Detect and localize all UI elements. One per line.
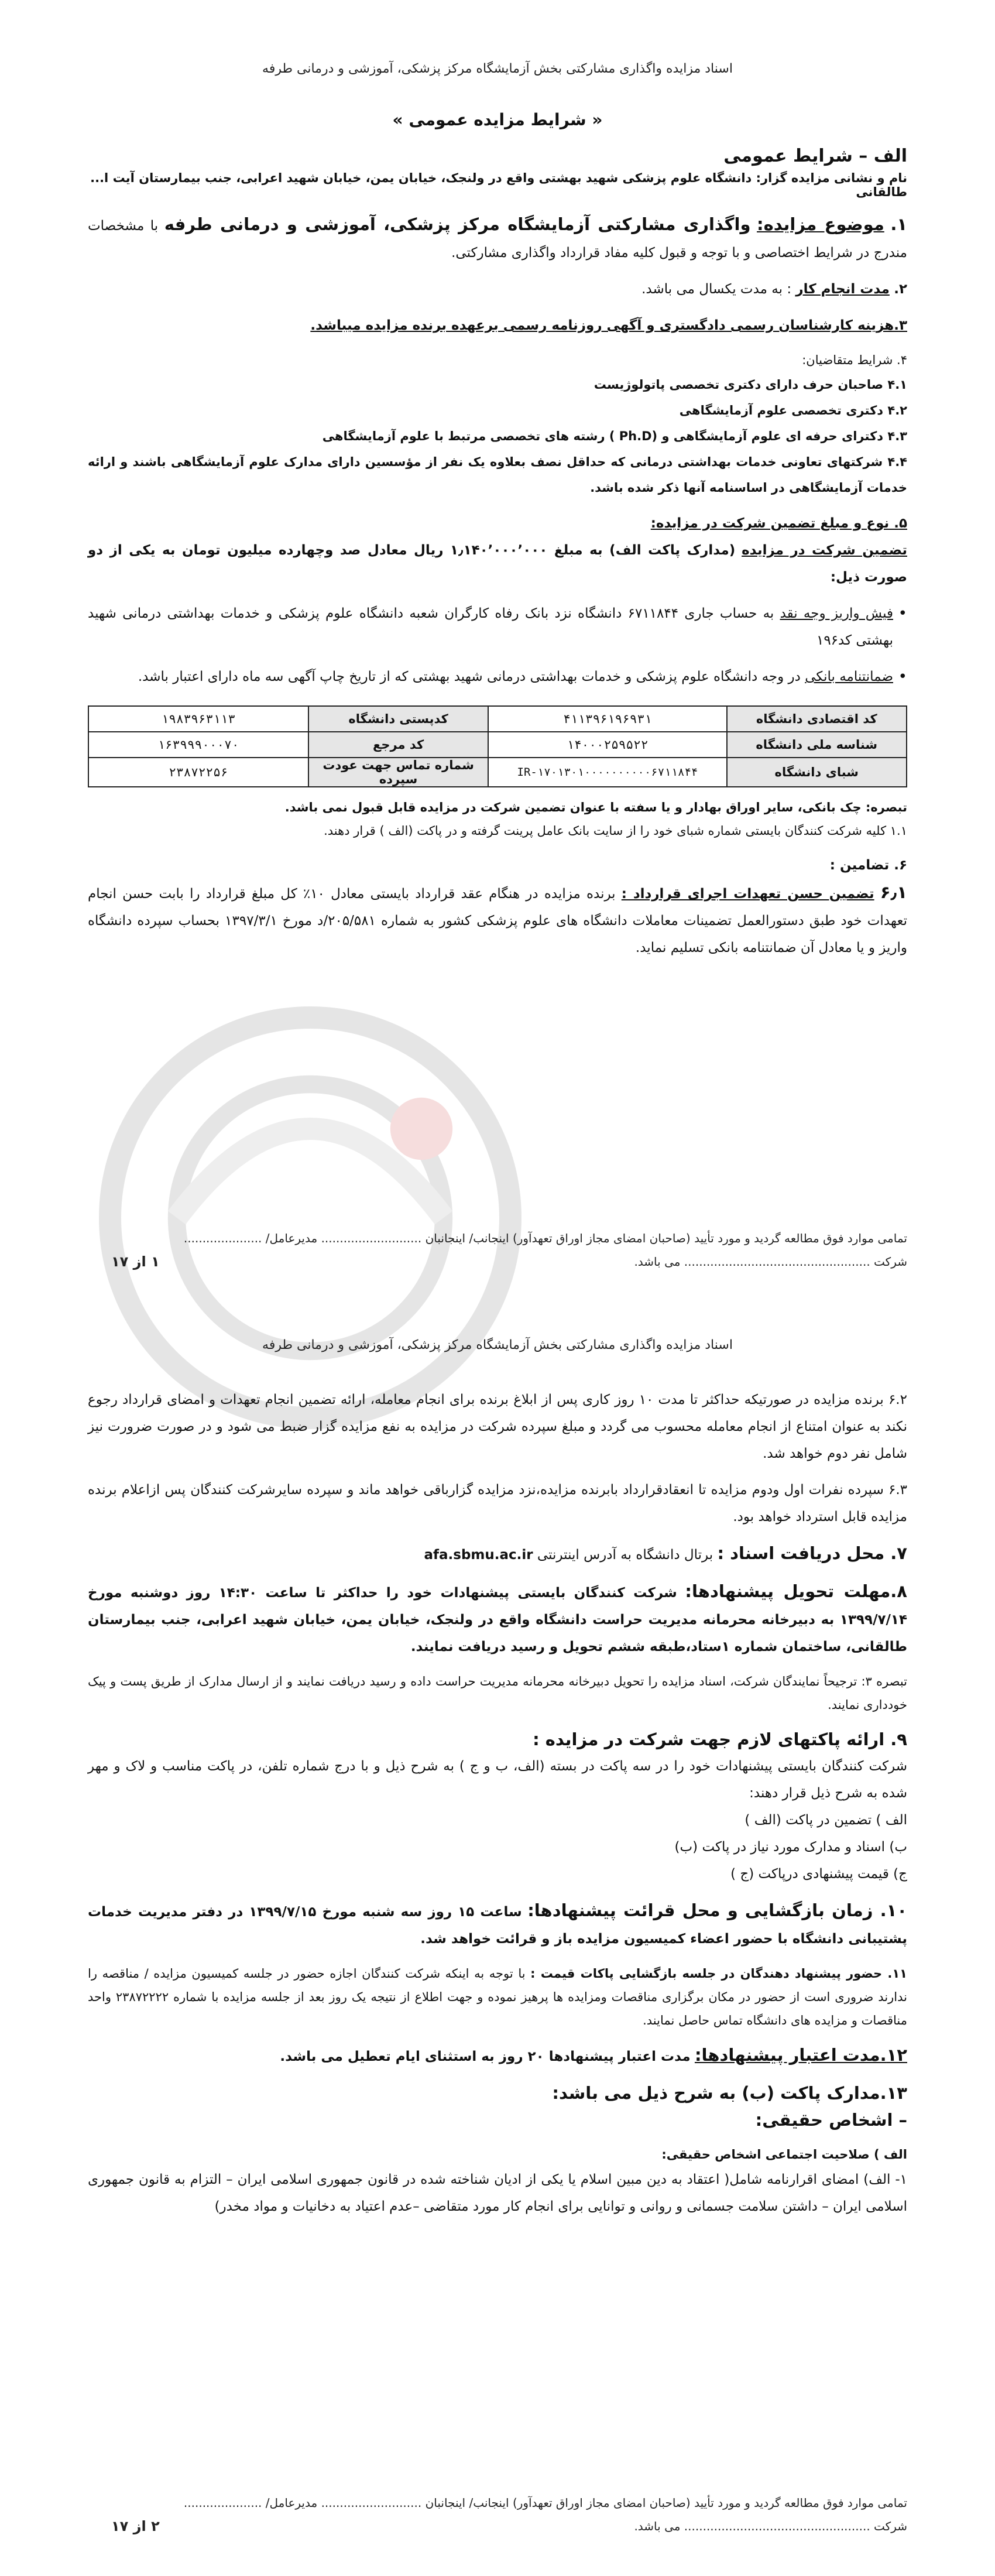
bullet-bank-guarantee: • ضمانتنامه بانکی در وجه دانشگاه علوم پزشکی و خدمات بهداشتی درمانی شهید بهشتی که از تاریخ چاپ آگهی سه ماه دارای اعتبار باشد. [88, 663, 907, 690]
item-4-heading: ۴. شرایط متقاضیان: [802, 353, 907, 367]
page-footer [88, 1227, 907, 1273]
item-6-heading: ۶. تضامین : [829, 858, 907, 873]
page-header: اسناد مزایده واگذاری مشارکتی بخش آزمایشگاه مرکز پزشکی، آموزشی و درمانی طرفه [262, 61, 733, 76]
qualification-heading: الف ) صلاحیت اجتماعی اشخاص حقیقی: [661, 2147, 907, 2161]
page-header: اسناد مزایده واگذاری مشارکتی بخش آزمایشگاه مرکز پزشکی، آموزشی و درمانی طرفه [262, 1338, 733, 1352]
item-4 [88, 348, 907, 501]
item-10: ۱۰. زمان بازگشایی و محل قرائت پیشنهادها: ساعت ۱۵ روز سه شنبه مورخ ۱۳۹۹/۷/۱۵ در دفتر مدیریت خدمات پشتیبانی دانشگاه با حضور اعضاء کمیسیون مزایده باز و قرائت خواهد شد. [88, 1900, 908, 1947]
table-row: شبای دانشگاه IR-۱۷۰۱۳۰۱۰۰۰۰۰۰۰۰۰۰۶۷۱۱۸۴۴ شماره تماس جهت عودت سپرده ۲۳۸۷۲۲۵۶ [88, 758, 907, 787]
note-3: تبصره ۳: ترجیحاً نمایندگان شرکت، اسناد مزایده را تحویل دبیرخانه محرمانه مدیریت حراست داده و رسید دریافت نمایند و از ارسال مدارک از طریق پست و پیک خودداری نمایند. [88, 1674, 907, 1712]
item-9-text: شرکت کنندگان بایستی پیشنهادات خود را در سه پاکت در بسته (الف، ب و ج ) به شرح ذیل و با درج شماره تلفن، در پاکت مناسب و لاک و مهر شده به شرح ذیل قرار دهند: [88, 1759, 907, 1801]
item-8: ۸.مهلت تحویل پیشنهادها: شرکت کنندگان بایستی پیشنهادات خود را حداکثر تا ساعت ۱۴:۳۰ روز دوشنبه مورخ ۱۳۹۹/۷/۱۴ به دبیرخانه محرمانه مدیریت حراست دانشگاه واقع در ولنجک، خیابان یمن، خیابان شهید اعرابی، جنب بیمارستان طالقانی، ساختمان شماره ۱ستاد،طبقه ششم تحویل و رسید دریافت نمایند. [88, 1581, 907, 1654]
page-2 [88, 1338, 907, 2538]
item-6-3: ۶.۳ سپرده نفرات اول ودوم مزایده تا انعقادقرارداد بابرنده مزایده،نزد مزایده گزارباقی خواهد ماند و سپرده سایرشرکت کنندگان پس ازاعلام برنده مزایده قابل استرداد خواهد بود. [88, 1482, 907, 1525]
table-row: کد اقتصادی دانشگاه ۴۱۱۳۹۶۱۹۶۹۳۱ کدپستی دانشگاه ۱۹۸۳۹۶۳۱۱۳ [88, 706, 907, 732]
note-1-1: ۱.۱ کلیه شرکت کنندگان بایستی شماره شبای خود را از سایت بانک عامل پرینت گرفته و در پاکت (الف ) قرار دهند. [324, 824, 907, 838]
item-9-heading: ۹. ارائه پاکتهای لازم جهت شرکت در مزایده : [533, 1729, 907, 1749]
list-item: ۴.۴ شرکتهای تعاونی خدمات بهداشتی درمانی که حداقل نصف بعلاوه یک نفر از مؤسسین دارای مدارک علوم آزمایشگاهی باشند و ارائه خدمات آزمایشگاهی در اساسنامه آنها ذکر شده باشد. [88, 455, 907, 495]
footer-company-line: شرکت .................................................. می باشد. [634, 2519, 907, 2533]
note-cheque: تبصره: چک بانکی، سایر اوراق بهادار و یا سفته با عنوان تضمین شرکت در مزایده قابل قبول نمی باشد. [284, 800, 907, 814]
item-13-heading: ۱۳.مدارک پاکت (ب) به شرح ذیل می باشد: [552, 2083, 907, 2103]
footer-signature-line: تمامی موارد فوق مطالعه گردید و مورد تأیید (صاحبان امضای مجاز اوراق تعهدآور) اینجانب/ اینجانبان ........................... مدیرعامل/ ..................... [183, 2496, 907, 2510]
table-row: شناسه ملی دانشگاه ۱۴۰۰۰۲۵۹۵۲۲ کد مرجع ۱۶۳۹۹۹۰۰۰۷۰ [88, 732, 907, 758]
item-5-intro: تضمین شرکت در مزایده (مدارک پاکت الف) به مبلغ ۱٫۱۴۰٬۰۰۰٬۰۰۰ ریال معادل صد وچهارده میلیون تومان به یکی از دو صورت ذیل: [88, 543, 907, 585]
list-item: ب) اسناد و مدارک مورد نیاز در پاکت (ب) [674, 1839, 907, 1855]
page-number: ۱ از ۱۷ [111, 1253, 160, 1270]
list-item: ج) قیمت پیشنهادی درپاکت (ج ) [730, 1866, 907, 1882]
list-item: الف ) تضمین در پاکت (الف ) [744, 1813, 907, 1828]
item-2: ۲. مدت انجام کار : به مدت یکسال می باشد. [641, 282, 907, 297]
document-title: « شرایط مزایده عمومی » [392, 110, 603, 129]
persons-heading: – اشخاص حقیقی: [755, 2110, 907, 2130]
footer-signature-line: تمامی موارد فوق مطالعه گردید و مورد تأیید (صاحبان امضای مجاز اوراق تعهدآور) اینجانب/ اینجانبان ........................... مدیرعامل/ ..................... [183, 1231, 907, 1245]
item-6-1: ۶٫۱ تضمین حسن تعهدات اجرای قرارداد : برنده مزایده در هنگام عقد قرارداد بایستی معادل ۱۰٪ کل مبلغ قرارداد را بابت حسن انجام تعهدات خود طبق دستورالعمل تضمینات معاملات دانشگاه های علوم پزشکی کشور به شماره ۲۰۵/۵۸۱/د مورخ ۱۳۹۷/۳/۱ بحساب سپرده دانشگاه واریز و یا معادل آن ضمانتنامه بانکی تسلیم نماید. [88, 882, 908, 955]
item-3: ۳.هزینه کارشناسان رسمی دادگستری و آگهی روزنامه رسمی برعهده برنده مزایده میباشد. [310, 318, 907, 333]
item-11: ۱۱. حضور پیشنهاد دهندگان در جلسه بازگشایی پاکات قیمت : با توجه به اینکه شرکت کنندگان اجازه حضور در جلسه کمیسیون مزایده / مناقصه را ندارند ضروری است از حضور در مکان برگزاری مناقصات ومزایده ها پرهیز نموده و جهت اطلاع از نتیجه یک روز بعد از جلسه مزایده با شماره ۲۳۸۷۲۲۲۲ واحد مناقصات و مزایده های دانشگاه تماس حاصل نمایند. [88, 1967, 908, 2027]
list-item: ۴.۲ دکتری تخصصی علوم آزمایشگاهی [679, 403, 907, 417]
page-footer [88, 2491, 907, 2538]
document-url-link[interactable]: afa.sbmu.ac.ir [424, 1547, 533, 1563]
page-1 [88, 61, 907, 1273]
page-number: ۲ از ۱۷ [111, 2518, 160, 2534]
item-12: ۱۲.مدت اعتبار پیشنهادها: مدت اعتبار پیشنهادها ۲۰ روز به استثنای ایام تعطیل می باشد. [280, 2045, 907, 2065]
auctioneer-address: نام و نشانی مزایده گزار: دانشگاه علوم پزشکی شهید بهشتی واقع در ولنجک، خیابان یمن، خیابان شهید اعرابی، جنب بیمارستان آیت ا... طالقانی [90, 171, 907, 199]
item-6-2: ۶.۲ برنده مزایده در صورتیکه حداکثر تا مدت ۱۰ روز کاری پس از ابلاغ برنده برای انجام معامله، ارائه تضمین انجام تعهدات و امضای قرارداد رجوع نکند به عنوان امتناع از انجام معامله محسوب می گردد و مبلغ سپرده شرکت در مزایده به نفع مزایده گزار ضبط می شود و در صورت ضرورت نیز شامل نفر دوم خواهد شد. [88, 1392, 907, 1461]
qualification-text: ۱- الف) امضای اقرارنامه شامل( اعتقاد به دین مبین اسلام یا یکی از ادیان شناخته شده در قانون جمهوری اسلامی ایران – التزام به قانون جمهوری اسلامی ایران – داشتن سلامت جسمانی و روانی و توانایی برای انجام کار مورد متقاضی –عدم اعتیاد به دخانیات و مواد مخدر) [88, 2172, 907, 2214]
item-7: ۷. محل دریافت اسناد : برتال دانشگاه به آدرس اینترنتی afa.sbmu.ac.ir [424, 1543, 907, 1563]
bank-info-table [88, 705, 907, 787]
item-1: ۱. موضوع مزایده: واگذاری مشارکتی آزمایشگاه مرکز پزشکی، آموزشی و درمانی طرفه با مشخصات مندرج در شرایط اختصاصی و با توجه و قبول کلیه مفاد قرارداد واگذاری مشارکتی. [88, 214, 908, 261]
item-5-heading: ۵. نوع و مبلغ تضمین شرکت در مزایده: [650, 516, 907, 531]
list-item: ۴.۳ دکترای حرفه ای علوم آزمایشگاهی و (Ph.D ) رشته های تخصصی مرتبط با علوم آزمایشگاهی [322, 429, 907, 443]
footer-company-line: شرکت .................................................. می باشد. [634, 1255, 907, 1269]
section-a-heading: الف – شرایط عمومی [723, 146, 907, 166]
list-item: ۴.۱ صاحبان حرف دارای دکتری تخصصی پاتولوژیست [593, 378, 907, 392]
bullet-cash-deposit: • فیش واریز وجه نقد به حساب جاری ۶۷۱۱۸۴۴ دانشگاه نزد بانک رفاه کارگران شعبه دانشگاه علوم پزشکی و خدمات بهداشتی درمانی شهید بهشتی کد۱۹۶ [88, 600, 907, 654]
